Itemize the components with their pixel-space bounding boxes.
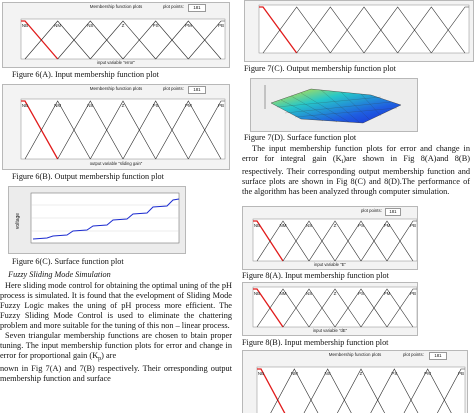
plot-title: Membership function plots bbox=[89, 4, 143, 9]
mf-label-ns: NS bbox=[305, 223, 313, 228]
fig8a-membership-plot bbox=[242, 206, 418, 270]
mf-label-nm: NM bbox=[54, 103, 62, 108]
left-paragraph-2: Seven triangular membership functions are chosen to btain proper tuning. The input membership function plots for error and change in error for proportional gain $(K_p)$ are bbox=[0, 331, 232, 362]
plot-points-label: plot points: bbox=[163, 4, 184, 9]
mf-label-ns: NS bbox=[324, 371, 331, 376]
mf-label-nm: NM bbox=[279, 223, 287, 228]
fig6b-caption: Figure 6(B). Output membership function plot bbox=[12, 172, 164, 181]
left-paragraph-2-text: Seven triangular membership functions are chosen to btain proper tuning. The input membership function plots for error and change in error for proportional gain (K bbox=[0, 331, 232, 360]
mf-label-z: Z bbox=[359, 371, 363, 376]
mf-label-nb: NB bbox=[21, 23, 29, 28]
right-paragraph-part1: The input membership function plots for error and change in error for integral gain (K bbox=[242, 144, 470, 163]
fig6b-membership-plot bbox=[2, 84, 230, 170]
mf-label-ps: PS bbox=[391, 371, 398, 376]
fig8b-caption: Figure 8(B). Input membership function plot bbox=[242, 338, 389, 347]
left-body-text bbox=[0, 281, 232, 384]
fig8c-curves bbox=[243, 351, 467, 413]
fig8c-membership-plot bbox=[242, 350, 468, 413]
plot-axes-frame bbox=[259, 5, 469, 53]
plot-axes-frame bbox=[21, 99, 225, 159]
fig6c-caption: Figure 6(C). Surface function plot bbox=[12, 257, 124, 266]
mf-label-nm: NM bbox=[290, 371, 298, 376]
fig7c-membership-plot bbox=[244, 0, 474, 62]
fig6a-caption: Figure 6(A). Input membership function plot bbox=[12, 70, 159, 79]
mf-label-z: Z bbox=[121, 103, 125, 108]
mf-label-pm: PM bbox=[184, 23, 192, 28]
mf-label-z: Z bbox=[121, 23, 125, 28]
mf-label-ns: NS bbox=[87, 23, 94, 28]
fig6a-membership-plot bbox=[2, 2, 230, 68]
right-paragraph bbox=[242, 144, 470, 197]
ki-subscript: i bbox=[341, 159, 344, 165]
mf-label-ps: PS bbox=[152, 23, 159, 28]
mf-label-nm: NM bbox=[279, 291, 287, 296]
fig6b-xlabel: output variable "sliding gain" bbox=[89, 161, 143, 166]
mf-label-nm: NM bbox=[54, 23, 62, 28]
left-paragraph-1: Here sliding mode control for obtaining the optimal uning of the pH process is simulated. It is found that the evelopment of Sliding Mode Fuzzy Logic makes the uning of pH process more efficient. The Fuzzy Sliding Mode Control is used to eliminate the chattering problem and more suitable for the tuning of this non – linear process. bbox=[0, 281, 232, 330]
mf-label-pb: PB bbox=[409, 291, 417, 296]
mf-label-pb: PB bbox=[409, 223, 417, 228]
fig6a-xlabel: input variable "error" bbox=[97, 60, 135, 65]
mf-label-pm: PM bbox=[383, 223, 391, 228]
mf-label-pb: PB bbox=[217, 23, 225, 28]
fig8a-caption: Figure 8(A). Input membership function plot bbox=[242, 271, 389, 280]
plot-title: Membership function plots bbox=[89, 86, 143, 91]
fig8a-xlabel: input variable "E" bbox=[314, 262, 346, 267]
right-paragraph-part2: )are shown in Fig 8(A)and 8(B) respectively. Their corresponding output membership function and surface plots are shown in Fig 8(C) and 8(D).The performance of the algorithm has been analyzed through computer simulation. bbox=[242, 154, 470, 196]
mf-label-pb: PB bbox=[217, 103, 225, 108]
fig6c-ylabel: voltage bbox=[15, 212, 21, 230]
plot-points-value: 181 bbox=[188, 86, 206, 94]
mf-label-nb: NB bbox=[257, 371, 265, 376]
mf-label-z: Z bbox=[333, 291, 337, 296]
fig8b-xlabel: input variable "dE" bbox=[312, 328, 348, 333]
mf-label-ps: PS bbox=[152, 103, 159, 108]
plot-points-label: plot points: bbox=[163, 86, 184, 91]
right-body-text bbox=[242, 144, 470, 197]
mf-label-ps: PS bbox=[357, 223, 365, 228]
mf-label-nb: NB bbox=[21, 103, 29, 108]
section-title: Fuzzy Sliding Mode Simulation bbox=[8, 270, 111, 279]
plot-points-value: 181 bbox=[429, 352, 447, 360]
fig7d-caption: Figure 7(D). Surface function plot bbox=[244, 133, 357, 142]
mf-label-pm: PM bbox=[424, 371, 432, 376]
fig6c-surface-plot bbox=[8, 186, 186, 254]
mf-label-nb: NB bbox=[253, 291, 261, 296]
plot-points-label: plot points: bbox=[403, 352, 424, 357]
section-heading bbox=[4, 270, 111, 280]
fig8b-membership-plot bbox=[242, 282, 418, 336]
mf-label-pm: PM bbox=[184, 103, 192, 108]
mf-label-pb: PB bbox=[457, 371, 465, 376]
mf-label-ns: NS bbox=[305, 291, 313, 296]
fig7d-surface-mesh bbox=[271, 89, 401, 123]
fig7d-surface-plot bbox=[250, 78, 418, 132]
fig8a-curves bbox=[243, 207, 417, 269]
mf-label-z: Z bbox=[333, 223, 337, 228]
fig6b-curves bbox=[3, 85, 229, 169]
fig6a-curves bbox=[3, 3, 229, 67]
plot-points-value: 181 bbox=[188, 4, 206, 12]
fig7c-curves bbox=[245, 1, 473, 61]
mf-label-ps: PS bbox=[357, 291, 365, 296]
mf-label-nb: NB bbox=[253, 223, 261, 228]
kp-subscript: p bbox=[98, 356, 102, 362]
left-paragraph-3: nown in Fig 7(A) and 7(B) respectively. Their orresponding output membership function and surface bbox=[0, 364, 232, 383]
plot-points-label: plot points: bbox=[361, 208, 382, 213]
fig7d-graph bbox=[251, 79, 417, 131]
mf-label-ns: NS bbox=[87, 103, 94, 108]
fig6c-graph bbox=[9, 187, 185, 253]
plot-points-value: 181 bbox=[385, 208, 401, 216]
mf-label-pm: PM bbox=[383, 291, 391, 296]
fig7c-caption: Figure 7(C). Output membership function plot bbox=[244, 64, 396, 73]
plot-title: Membership function plots bbox=[328, 352, 382, 357]
